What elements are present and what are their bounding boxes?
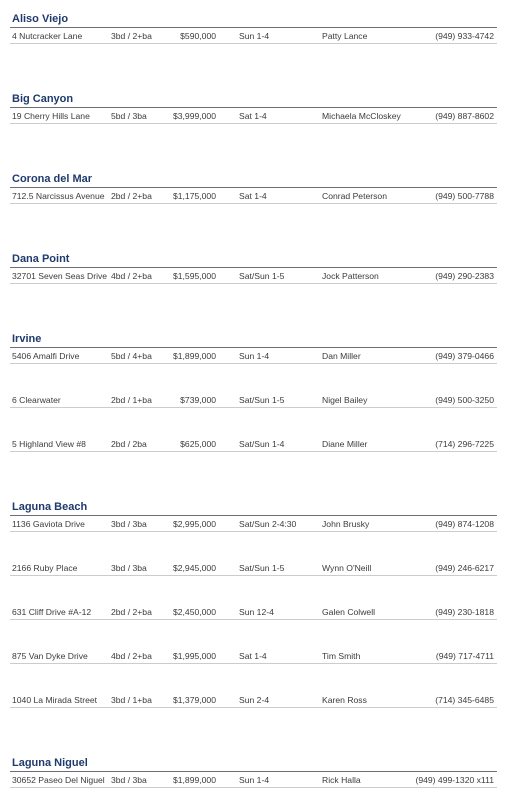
listing-open-house-time: Sat 1-4 — [239, 191, 267, 201]
listing-phone: (949) 887-8602 — [435, 111, 494, 121]
listing-agent: Rick Halla — [322, 775, 361, 785]
row-divider — [10, 663, 497, 664]
listing-beds: 2bd / 2+ba — [111, 607, 152, 617]
listing-row — [12, 190, 497, 203]
listing-phone: (949) 717-4711 — [435, 651, 494, 661]
listing-phone: (949) 290-2383 — [435, 271, 494, 281]
listing-agent: Galen Colwell — [322, 607, 376, 617]
section-rule — [10, 27, 497, 28]
listing-row — [12, 438, 497, 451]
listing-open-house-time: Sat/Sun 1-5 — [239, 395, 285, 405]
listing-address: 32701 Seven Seas Drive — [12, 271, 108, 281]
section-rule — [10, 347, 497, 348]
listing-address: 2166 Ruby Place — [12, 563, 78, 573]
row-divider — [10, 707, 497, 708]
listing-row — [12, 30, 497, 43]
listing-price: $1,995,000 — [172, 651, 216, 661]
listing-address: 5406 Amalfi Drive — [12, 351, 80, 361]
section-rule — [10, 187, 497, 188]
listing-address: 4 Nutcracker Lane — [12, 31, 83, 41]
listing-open-house-time: Sun 1-4 — [239, 31, 270, 41]
listing-phone: (949) 379-0466 — [435, 351, 494, 361]
listing-phone: (949) 500-3250 — [435, 395, 494, 405]
listing-agent: Tim Smith — [322, 651, 361, 661]
listing-agent: Diane Miller — [322, 439, 368, 449]
listing-address: 1040 La Mirada Street — [12, 695, 98, 705]
listing-row — [12, 270, 497, 283]
listing-beds: 2bd / 2ba — [111, 439, 147, 449]
listing-phone: (949) 230-1818 — [435, 607, 494, 617]
listing-price: $1,595,000 — [172, 271, 216, 281]
listing-open-house-time: Sat 1-4 — [239, 111, 267, 121]
listing-price: $625,000 — [180, 439, 216, 449]
listing-open-house-time: Sun 12-4 — [239, 607, 274, 617]
listing-phone: (949) 499-1320 x111 — [415, 775, 494, 785]
listing-open-house-time: Sat 1-4 — [239, 651, 267, 661]
row-divider — [10, 575, 497, 576]
listing-address: 19 Cherry Hills Lane — [12, 111, 90, 121]
listing-price: $2,945,000 — [172, 563, 216, 573]
section-title-corona-del-mar: Corona del Mar — [12, 173, 93, 185]
listing-price: $739,000 — [180, 395, 216, 405]
listing-beds: 3bd / 3ba — [111, 519, 147, 529]
section-rule — [10, 267, 497, 268]
listing-beds: 3bd / 1+ba — [111, 695, 152, 705]
listing-row — [12, 518, 497, 531]
section-title-laguna-niguel: Laguna Niguel — [12, 757, 88, 769]
listing-phone: (949) 874-1208 — [435, 519, 494, 529]
row-divider — [10, 283, 497, 284]
section-title-laguna-beach: Laguna Beach — [12, 501, 88, 513]
section-rule — [10, 771, 497, 772]
listing-beds: 2bd / 2+ba — [111, 191, 152, 201]
listing-row — [12, 694, 497, 707]
listing-beds: 3bd / 3ba — [111, 775, 147, 785]
listing-open-house-time: Sat/Sun 2-4:30 — [239, 519, 297, 529]
row-divider — [10, 363, 497, 364]
listing-row — [12, 562, 497, 575]
listing-beds: 5bd / 4+ba — [111, 351, 152, 361]
listing-beds: 5bd / 3ba — [111, 111, 147, 121]
listing-row — [12, 394, 497, 407]
listing-agent: Patty Lance — [322, 31, 368, 41]
listing-price: $1,175,000 — [172, 191, 216, 201]
row-divider — [10, 203, 497, 204]
listing-beds: 3bd / 3ba — [111, 563, 147, 573]
listing-row — [12, 350, 497, 363]
listing-price: $1,899,000 — [172, 351, 216, 361]
section-title-dana-point: Dana Point — [12, 253, 70, 265]
listing-open-house-time: Sat/Sun 1-5 — [239, 563, 285, 573]
row-divider — [10, 787, 497, 788]
listing-row — [12, 110, 497, 123]
listing-open-house-time: Sun 2-4 — [239, 695, 270, 705]
listing-beds: 3bd / 2+ba — [111, 31, 152, 41]
listing-price: $1,379,000 — [172, 695, 216, 705]
listing-row — [12, 650, 497, 663]
listing-price: $1,899,000 — [172, 775, 216, 785]
listing-agent: Karen Ross — [322, 695, 367, 705]
row-divider — [10, 407, 497, 408]
row-divider — [10, 619, 497, 620]
listing-phone: (949) 933-4742 — [435, 31, 494, 41]
listing-beds: 4bd / 2+ba — [111, 651, 152, 661]
listing-agent: Jock Patterson — [322, 271, 379, 281]
listing-phone: (714) 296-7225 — [435, 439, 494, 449]
row-divider — [10, 123, 497, 124]
listing-beds: 2bd / 1+ba — [111, 395, 152, 405]
listing-phone: (949) 500-7788 — [435, 191, 494, 201]
listing-address: 631 Cliff Drive #A-12 — [12, 607, 92, 617]
section-title-big-canyon: Big Canyon — [12, 93, 74, 105]
row-divider — [10, 43, 497, 44]
listing-phone: (949) 246-6217 — [435, 563, 494, 573]
listing-price: $2,450,000 — [172, 607, 216, 617]
listing-row — [12, 774, 497, 787]
listing-beds: 4bd / 2+ba — [111, 271, 152, 281]
section-rule — [10, 107, 497, 108]
section-title-aliso-viejo: Aliso Viejo — [12, 13, 69, 25]
listing-open-house-time: Sat/Sun 1-5 — [239, 271, 285, 281]
section-rule — [10, 515, 497, 516]
listing-row — [12, 606, 497, 619]
listing-agent: Conrad Peterson — [322, 191, 387, 201]
section-title-irvine: Irvine — [12, 333, 42, 345]
listing-agent: Dan Miller — [322, 351, 361, 361]
listing-open-house-time: Sun 1-4 — [239, 351, 270, 361]
row-divider — [10, 451, 497, 452]
listing-price: $590,000 — [180, 31, 216, 41]
listing-address: 712.5 Narcissus Avenue — [12, 191, 105, 201]
listing-agent: Nigel Bailey — [322, 395, 368, 405]
listing-address: 30652 Paseo Del Niguel — [12, 775, 105, 785]
listing-price: $3,999,000 — [172, 111, 216, 121]
listing-phone: (714) 345-6485 — [435, 695, 494, 705]
row-divider — [10, 531, 497, 532]
listing-address: 1136 Gaviota Drive — [12, 519, 85, 529]
listing-open-house-time: Sun 1-4 — [239, 775, 270, 785]
listing-address: 5 Highland View #8 — [12, 439, 86, 449]
listing-agent: John Brusky — [322, 519, 370, 529]
listing-address: 875 Van Dyke Drive — [12, 651, 88, 661]
listing-agent: Michaela McCloskey — [322, 111, 401, 121]
listing-price: $2,995,000 — [172, 519, 216, 529]
listing-open-house-time: Sat/Sun 1-4 — [239, 439, 285, 449]
listing-address: 6 Clearwater — [12, 395, 61, 405]
listing-agent: Wynn O'Neill — [322, 563, 372, 573]
